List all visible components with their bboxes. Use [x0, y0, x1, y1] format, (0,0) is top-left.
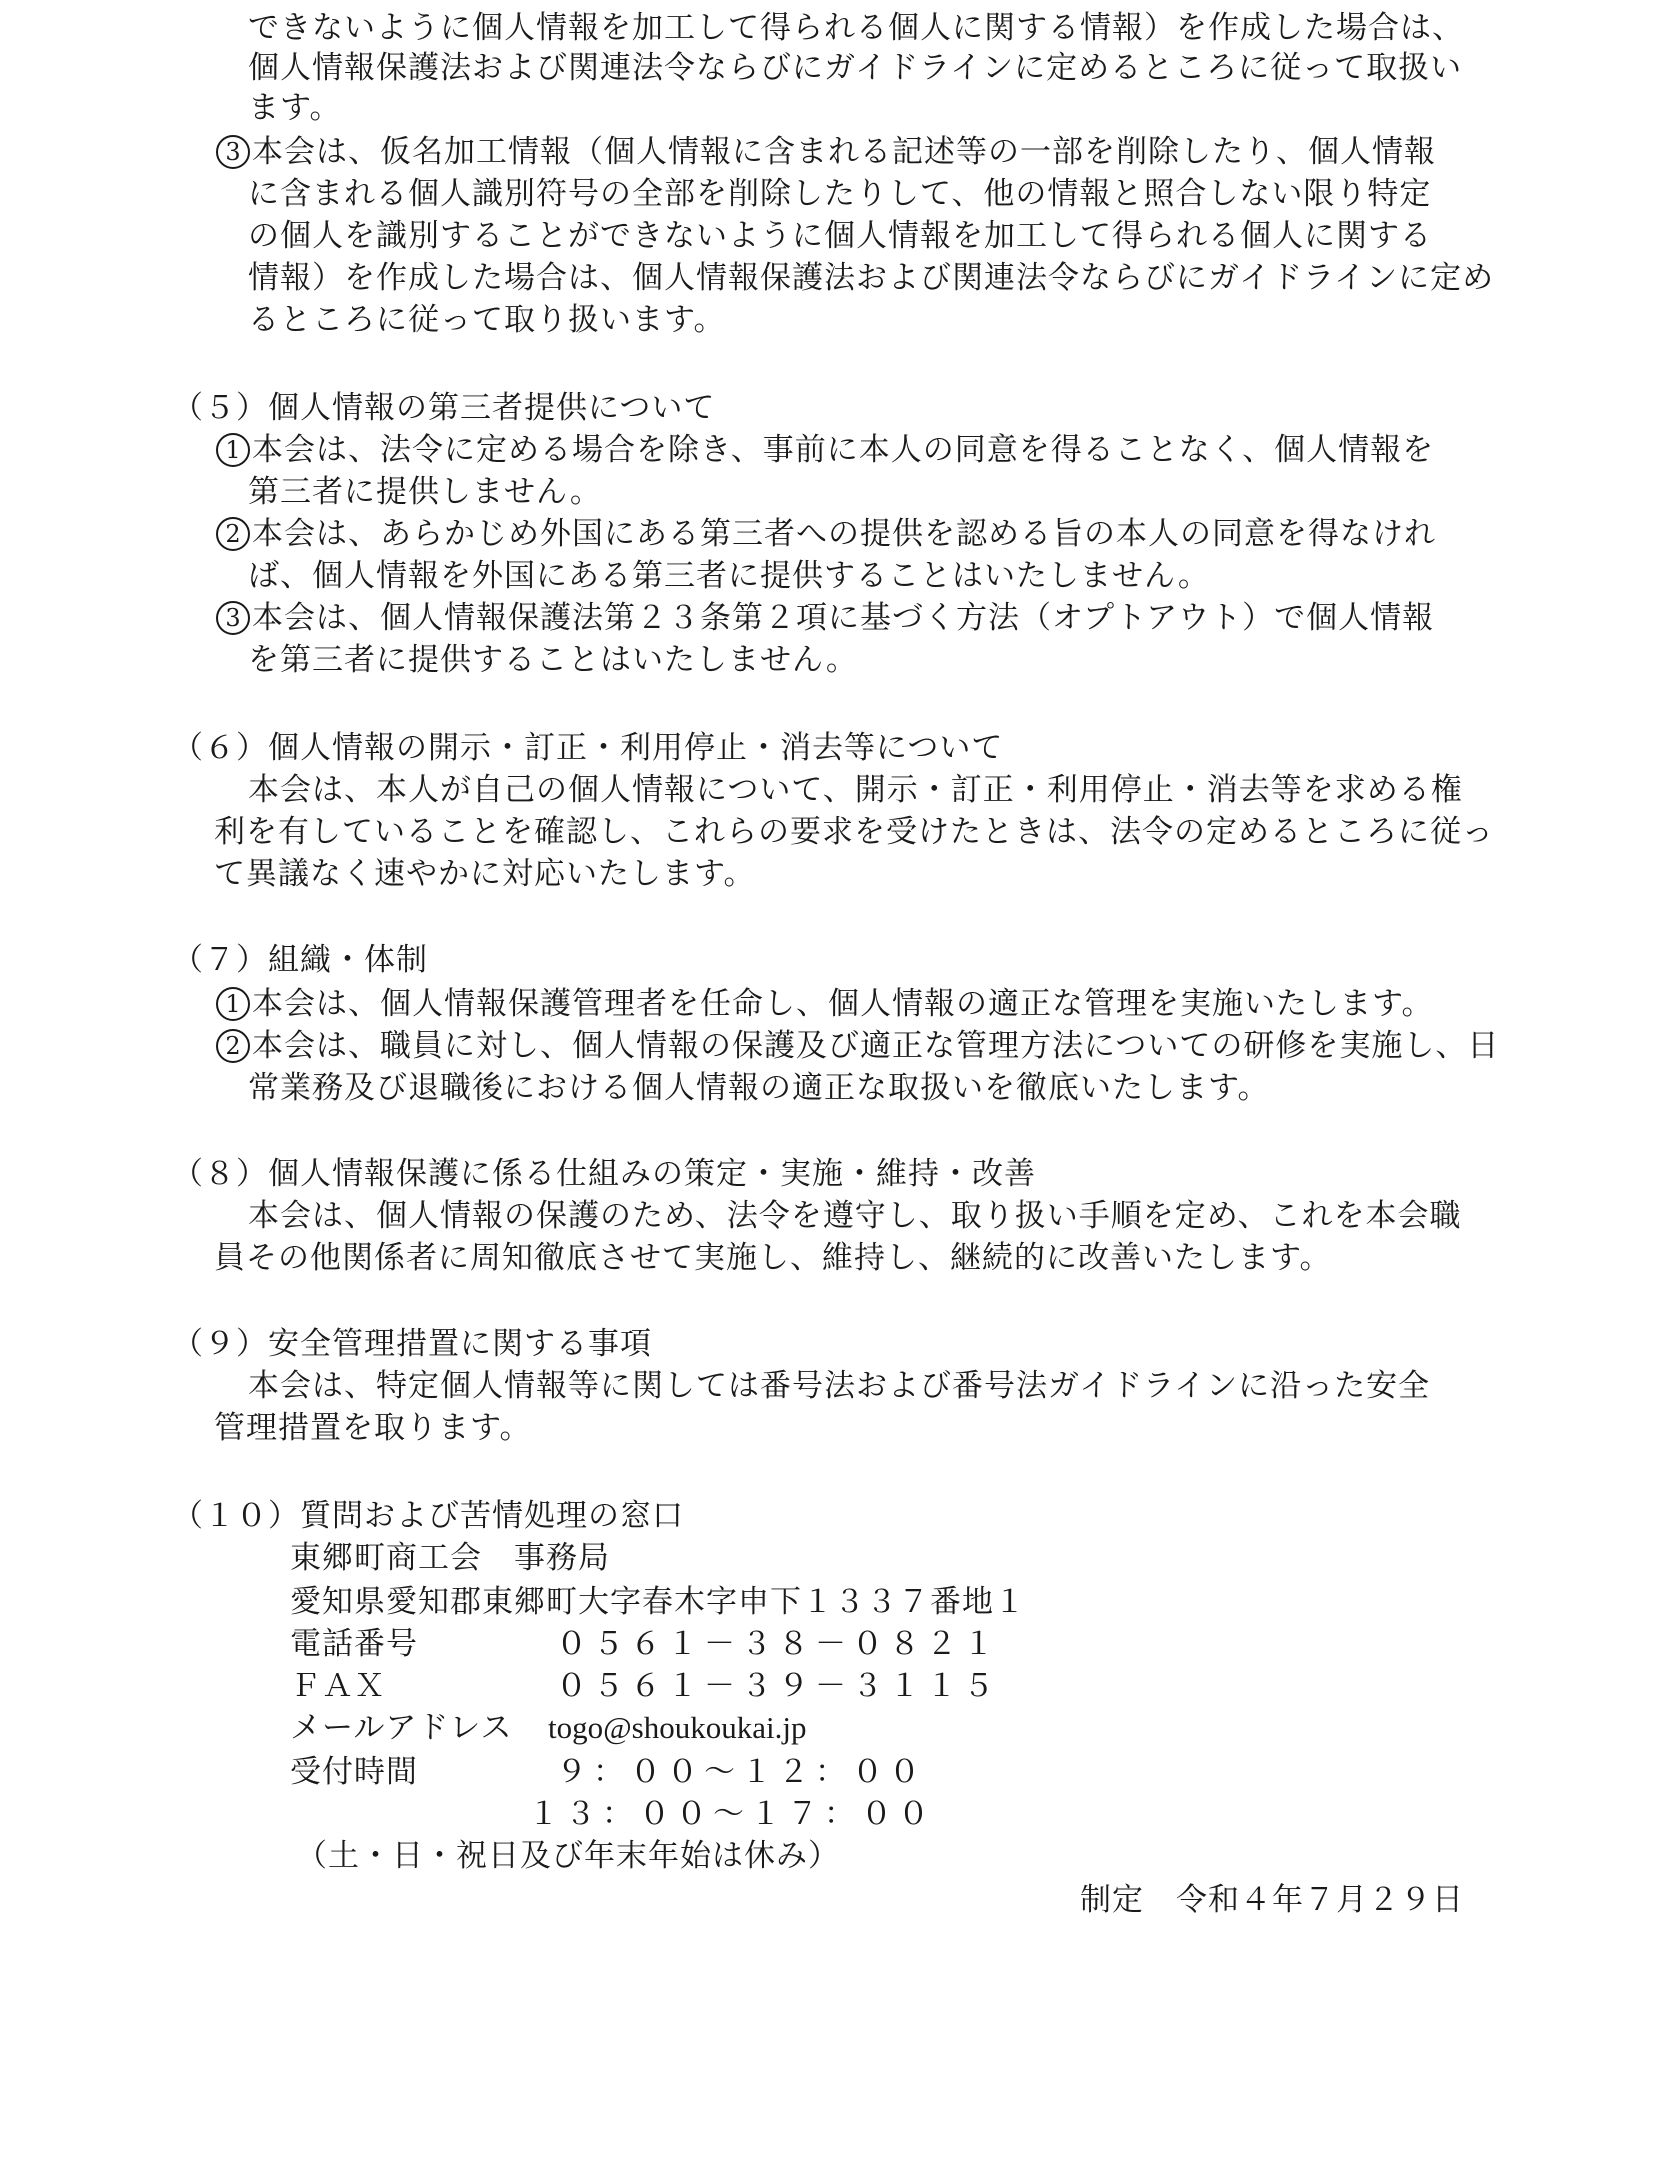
- sec5-item3-line-1: 本会は、個人情報保護法第２３条第２項に基づく方法（オプトアウト）で個人情報: [252, 600, 1435, 636]
- closed-days-note: （土・日・祝日及び年末年始は休み）: [296, 1838, 840, 1874]
- sec4-item3-line-4: 情報）を作成した場合は、個人情報保護法および関連法令ならびにガイドラインに定め: [248, 260, 1495, 296]
- sec8-line-2: 員その他関係者に周知徹底させて実施し、維持し、継続的に改善いたします。: [214, 1240, 1332, 1276]
- sec5-heading: （５）個人情報の第三者提供について: [172, 390, 716, 426]
- sec4-item3-line-2: に含まれる個人識別符号の全部を削除したりして、他の情報と照合しない限り特定: [248, 176, 1432, 212]
- sec4-line-2: 個人情報保護法および関連法令ならびにガイドラインに定めるところに従って取扱い: [248, 50, 1463, 86]
- sec8-heading: （８）個人情報保護に係る仕組みの策定・実施・維持・改善: [172, 1156, 1036, 1192]
- sec5-item3-line-2: を第三者に提供することはいたしません。: [248, 642, 858, 678]
- sec6-line-1: 本会は、本人が自己の個人情報について、開示・訂正・利用停止・消去等を求める権: [248, 772, 1463, 808]
- sec5-item1-line-2: 第三者に提供しません。: [248, 474, 602, 510]
- circled-number-1: 1: [216, 433, 250, 467]
- sec5-item1: [216, 428, 1434, 472]
- sec7-heading: （７）組織・体制: [172, 942, 428, 978]
- sec5-item2: [216, 512, 1436, 556]
- circled-number-3: 3: [216, 601, 250, 635]
- mail-label: メールアドレス: [290, 1710, 513, 1746]
- sec4-item3: [216, 130, 1436, 174]
- sec5-item1-line-1: 本会は、法令に定める場合を除き、事前に本人の同意を得ることなく、個人情報を: [252, 432, 1435, 468]
- hours-afternoon: １３：００～１７：００: [528, 1796, 935, 1832]
- sec4-item3-line-3: の個人を識別することができないように個人情報を加工して得られる個人に関する: [248, 218, 1432, 254]
- sec5-item3: [216, 596, 1434, 640]
- circled-number-1: 1: [216, 987, 250, 1021]
- sec7-item2: [216, 1024, 1499, 1068]
- sec6-line-3: て異議なく速やかに対応いたします。: [214, 856, 756, 892]
- sec7-item2-line-2: 常業務及び退職後における個人情報の適正な取扱いを徹底いたします。: [248, 1070, 1270, 1106]
- hours-morning: ９：００～１２：００: [556, 1754, 926, 1790]
- sec4-item3-line-1: 本会は、仮名加工情報（個人情報に含まれる記述等の一部を削除したり、個人情報: [252, 134, 1436, 170]
- sec5-item2-line-1: 本会は、あらかじめ外国にある第三者への提供を認める旨の本人の同意を得なけれ: [252, 516, 1436, 552]
- sec7-item1-line-1: 本会は、個人情報保護管理者を任命し、個人情報の適正な管理を実施いたします。: [252, 986, 1434, 1022]
- contact-organization: 東郷町商工会 事務局: [290, 1540, 610, 1576]
- fax-value: ０５６１－３９－３１１５: [556, 1668, 1000, 1704]
- sec4-item3-line-5: るところに従って取り扱います。: [248, 302, 726, 338]
- sec7-item2-line-1: 本会は、職員に対し、個人情報の保護及び適正な管理方法についての研修を実施し、日: [252, 1028, 1500, 1064]
- hours-label: 受付時間: [290, 1754, 418, 1790]
- mail-value: togo@shoukoukai.jp: [548, 1710, 807, 1745]
- enactment-date: 制定 令和４年７月２９日: [1080, 1882, 1464, 1918]
- circled-number-3: 3: [216, 135, 250, 169]
- sec9-line-2: 管理措置を取ります。: [214, 1410, 532, 1446]
- circled-number-2: 2: [216, 517, 250, 551]
- fax-label: ＦＡＸ: [290, 1668, 386, 1704]
- sec4-line-1: できないように個人情報を加工して得られる個人に関する情報）を作成した場合は、: [248, 10, 1464, 46]
- sec9-heading: （９）安全管理措置に関する事項: [172, 1326, 652, 1362]
- sec5-item2-line-2: ば、個人情報を外国にある第三者に提供することはいたしません。: [248, 558, 1210, 594]
- contact-address: 愛知県愛知郡東郷町大字春木字申下１３３７番地１: [290, 1584, 1026, 1620]
- sec4-line-3: ます。: [248, 90, 342, 126]
- sec8-line-1: 本会は、個人情報の保護のため、法令を遵守し、取り扱い手順を定め、これを本会職: [248, 1198, 1462, 1234]
- sec7-item1: [216, 982, 1434, 1026]
- sec9-line-1: 本会は、特定個人情報等に関しては番号法および番号法ガイドラインに沿った安全: [248, 1368, 1431, 1404]
- sec6-line-2: 利を有していることを確認し、これらの要求を受けたときは、法令の定めるところに従っ: [214, 814, 1494, 850]
- tel-label: 電話番号: [290, 1626, 418, 1662]
- circled-number-2: 2: [216, 1029, 250, 1063]
- sec10-heading: （１０）質問および苦情処理の窓口: [172, 1498, 684, 1534]
- tel-value: ０５６１－３８－０８２１: [556, 1626, 1000, 1662]
- sec6-heading: （６）個人情報の開示・訂正・利用停止・消去等について: [172, 730, 1004, 766]
